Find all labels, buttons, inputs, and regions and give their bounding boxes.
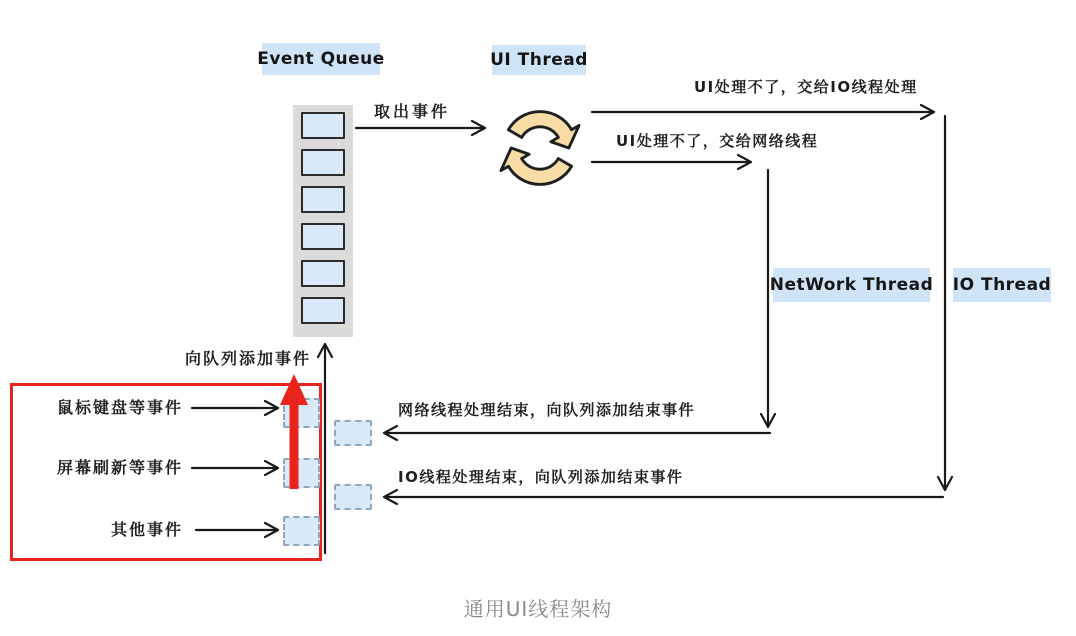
incoming-event-slot	[283, 398, 320, 428]
arrow-take-event	[356, 121, 485, 135]
event-source-label-mouse-keyboard: 鼠标键盘等事件	[56, 398, 183, 417]
queue-slot	[301, 260, 345, 287]
incoming-event-slot	[283, 516, 320, 546]
event-queue-label: Event Queue	[262, 43, 380, 75]
queue-slot	[301, 149, 345, 176]
event-source-label-other: 其他事件	[110, 520, 183, 539]
queue-slot	[301, 223, 345, 250]
annotation-io-done: IO线程处理结束，向队列添加结束事件	[398, 468, 684, 486]
io-thread-label: IO Thread	[953, 268, 1051, 302]
io-thread-lifeline	[938, 116, 952, 490]
incoming-event-slot	[283, 458, 320, 488]
cycle-arrows-icon	[492, 96, 588, 200]
event-queue	[293, 105, 353, 337]
event-source-label-screen-refresh: 屏幕刷新等事件	[56, 458, 183, 477]
arrow-handoff-io	[592, 105, 934, 119]
annotation-handoff-network: UI处理不了，交给网络线程	[616, 132, 819, 150]
arrow-network-done	[384, 426, 770, 440]
arrow-io-done	[384, 490, 943, 504]
queue-slot	[301, 112, 345, 139]
result-event-slot-network	[334, 420, 372, 446]
result-event-slot-io	[334, 484, 372, 510]
arrow-handoff-network	[592, 155, 751, 169]
annotation-handoff-io: UI处理不了，交给IO线程处理	[694, 78, 918, 96]
queue-slot	[301, 186, 345, 213]
network-thread-label: NetWork Thread	[773, 268, 930, 302]
ui-thread-label: UI Thread	[492, 45, 586, 75]
annotation-add-event: 向队列添加事件	[185, 349, 312, 368]
diagram-caption: 通用UI线程架构	[463, 597, 613, 621]
queue-slot	[301, 297, 345, 324]
annotation-network-done: 网络线程处理结束，向队列添加结束事件	[398, 401, 696, 419]
annotation-take-event: 取出事件	[374, 102, 451, 121]
